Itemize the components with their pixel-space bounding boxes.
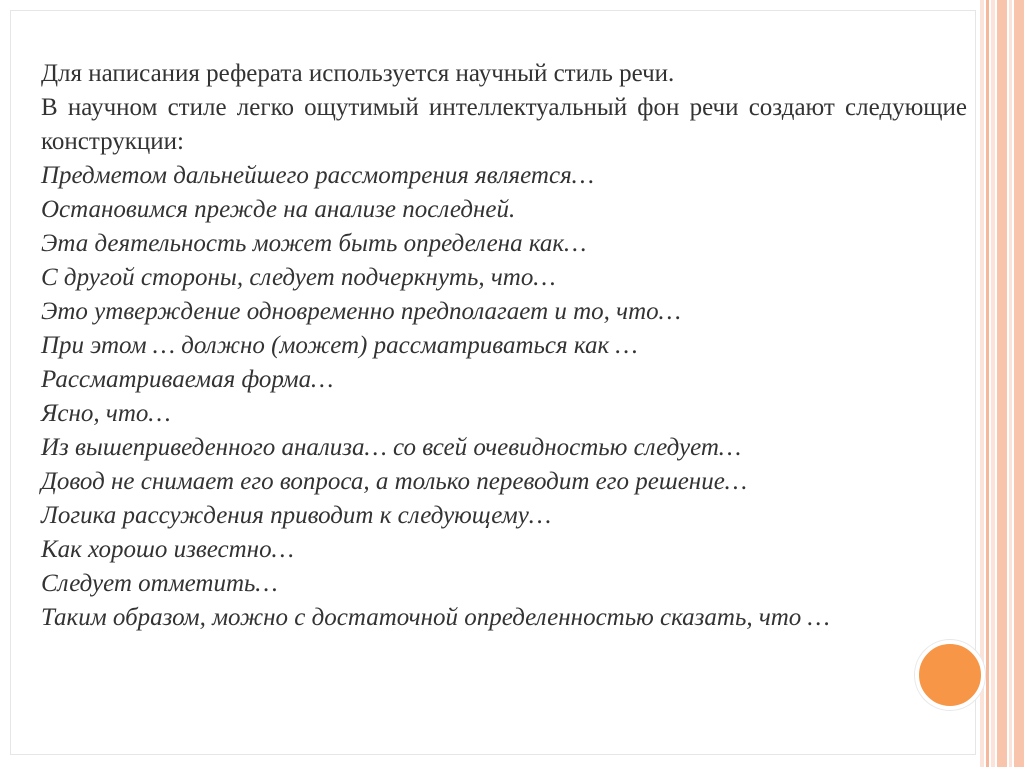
phrase-item: Рассматриваемая форма… [41,366,334,393]
phrase-item: Как хорошо известно… [41,536,294,563]
stripe [997,0,1007,767]
phrase-item: Эта деятельность может быть определена как… [41,230,587,257]
phrase-item: Следует отметить… [41,570,278,597]
constructions-paragraph: В научном стиле легко ощутимый интеллектуальный фон речи создают следующие конструкции: [41,94,967,155]
orange-circle-decoration [915,640,985,710]
stripe [986,0,989,767]
stripe [980,0,984,767]
intro-paragraph: Для написания реферата используется научный стиль речи. [41,60,675,87]
phrase-item: Таким образом, можно с достаточной определенностью сказать, что … [41,604,830,631]
stripe [991,0,995,767]
phrase-item: При этом … должно (может) рассматриваться как … [41,332,638,359]
phrase-item: С другой стороны, следует подчеркнуть, что… [41,264,556,291]
slide-content [41,57,967,635]
phrase-item: Это утверждение одновременно предполагает и то, что… [41,298,681,325]
phrase-item: Логика рассуждения приводит к следующему… [41,502,552,529]
phrase-item: Из вышеприведенного анализа… со всей очевидностью следует… [41,434,742,461]
phrase-item: Ясно, что… [41,400,171,427]
phrase-item: Остановимся прежде на анализе последней. [41,196,516,223]
phrase-item: Предметом дальнейшего рассмотрения является… [41,162,594,189]
phrase-list [41,159,967,635]
stripe [1014,0,1024,767]
stripe [1009,0,1012,767]
phrase-item: Довод не снимает его вопроса, а только переводит его решение… [41,468,748,495]
